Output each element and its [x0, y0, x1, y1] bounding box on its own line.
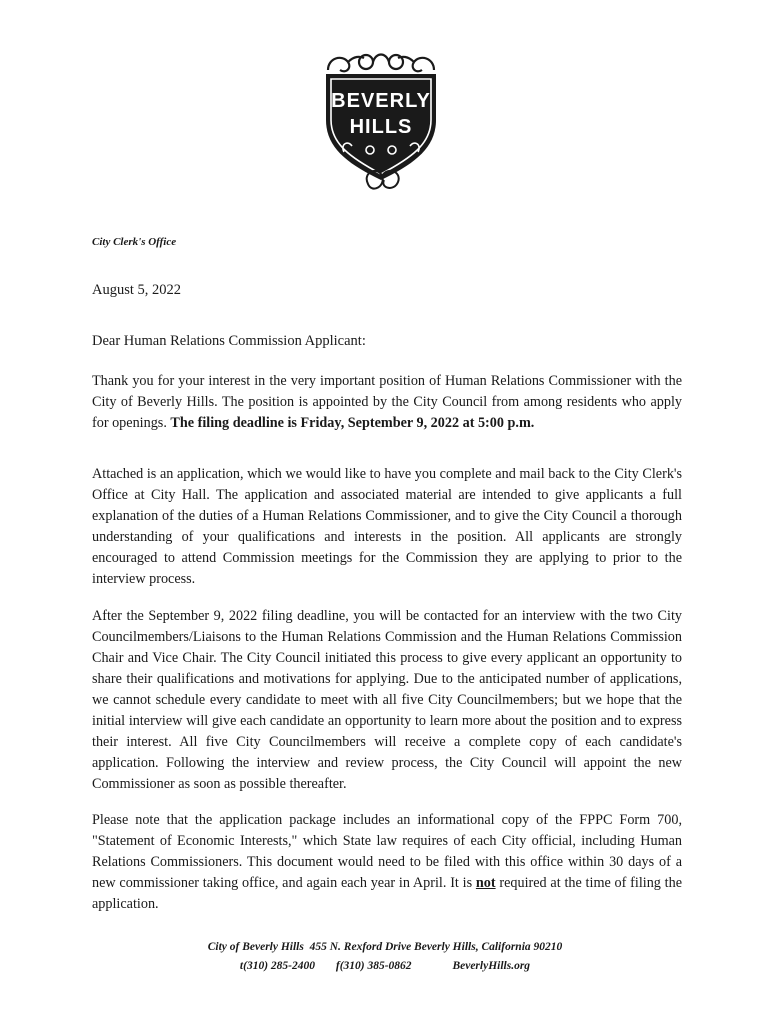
footer-website: BeverlyHills.org: [452, 960, 531, 972]
footer-fax: f(310) 385-0862: [335, 960, 412, 972]
footer-address-line: [0, 941, 770, 953]
logo-text-line1: BEVERLY: [331, 90, 431, 112]
footer-address: 455 N. Rexford Drive Beverly Hills, California 90210: [309, 941, 563, 953]
footer-city: City of Beverly Hills: [207, 941, 304, 953]
letter-date: August 5, 2022: [92, 282, 182, 298]
salutation: Dear Human Relations Commission Applicant:: [92, 333, 366, 349]
paragraph-intro: [92, 371, 682, 434]
paragraph-application: Attached is an application, which we would like to have you complete and mail back to the City Clerk's Office at City Hall. The application and associated material are intended to give applicants a full explanation of the duties of a Human Relations Commissioner, and to give the City Council a thorough understanding of your qualifications and interests in the position. All applicants are strongly encouraged to attend Commission meetings for the Commission they are applying to prior to the interview process.: [92, 466, 682, 587]
paragraph-form700-text-b: required at the time of filing the application.: [92, 875, 682, 912]
paragraph-form700-text-a: Please note that the application package includes an informational copy of the FPPC Form 700, "Statement of Economic Interests," which State law requires of each City official, including Human Relations Commissioners. This document would need to be filed with this office within 30 days of a new commissioner taking office, and again each year in April. It is: [92, 812, 682, 891]
logo-text-line2: HILLS: [349, 116, 413, 138]
beverly-hills-shield-logo: [318, 48, 444, 194]
footer-phone: t(310) 285-2400: [239, 960, 315, 972]
footer-contact-line: [0, 960, 770, 972]
emphasis-not: not: [475, 875, 496, 891]
paragraph-intro-text: Thank you for your interest in the very important position of Human Relations Commissioner with the City of Beverly Hills. The position is appointed by the City Council from among residents who apply for openings.: [92, 373, 682, 431]
filing-deadline: The filing deadline is Friday, September 9, 2022 at 5:00 p.m.: [170, 415, 535, 431]
paragraph-interview: After the September 9, 2022 filing deadline, you will be contacted for an interview with the two City Councilmembers/Liaisons to the Human Relations Commission and the Human Relations Commission Chair and Vice Chair. The City Council initiated this process to give every applicant an opportunity to share their qualifications and motivations for applying. Due to the anticipated number of applications, we cannot schedule every candidate to meet with all five City Councilmembers; but we hope that the initial interview will give each candidate an opportunity to learn more about the position and to express their interest. All five City Councilmembers will receive a complete copy of each candidate's application. Following the interview and review process, the City Council will appoint the new Commissioner as soon as possible thereafter.: [92, 608, 682, 792]
paragraph-form700: [92, 810, 682, 915]
department-name: City Clerk's Office: [92, 236, 177, 248]
